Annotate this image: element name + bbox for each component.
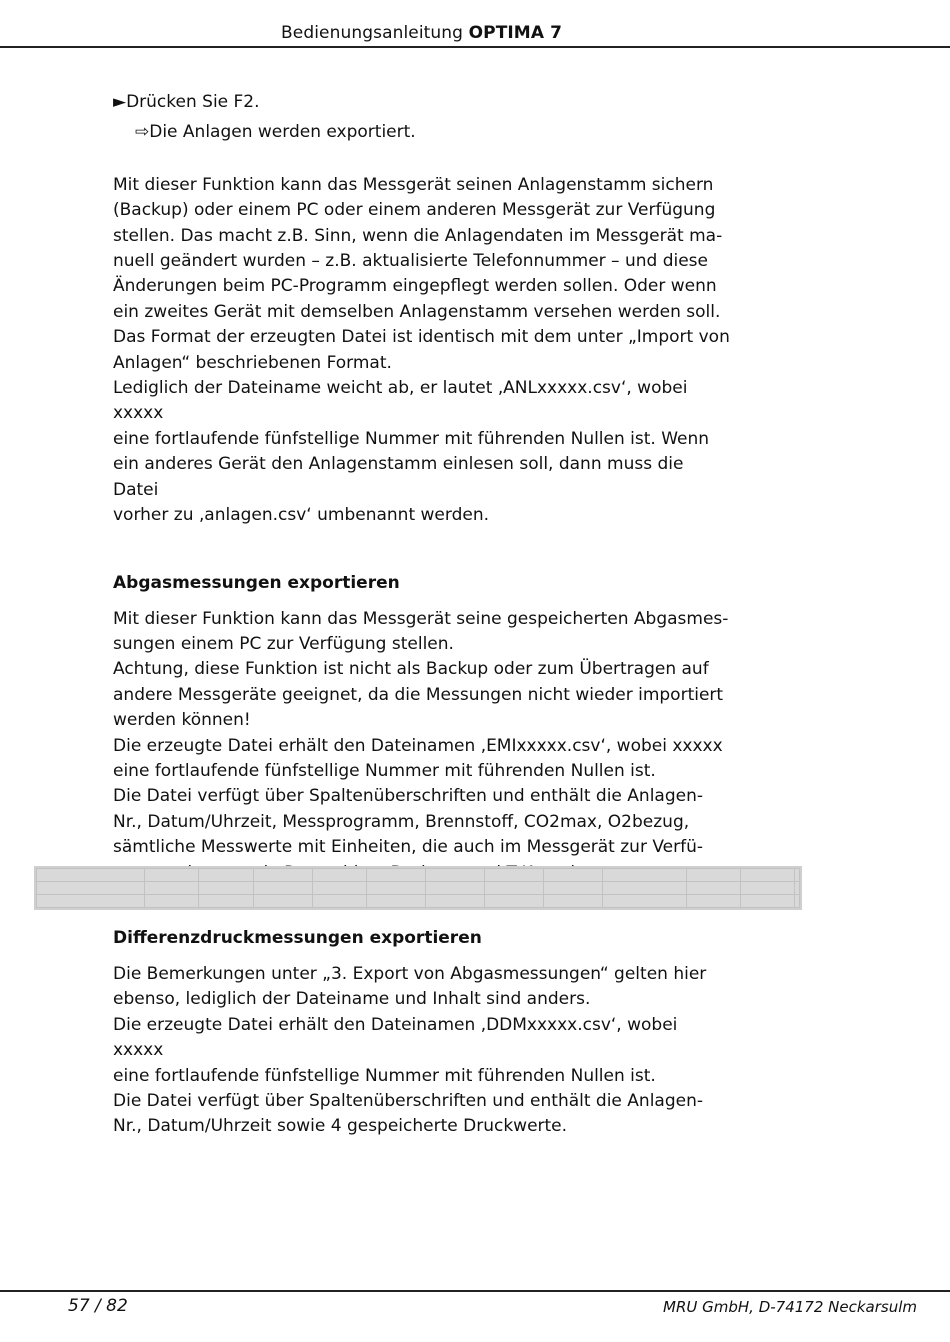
table-cell <box>795 869 800 882</box>
section-differenzdruck <box>113 926 733 1140</box>
intro-paragraph <box>113 173 733 529</box>
table-cell <box>312 895 366 908</box>
intro-line: Lediglich der Dateiname weicht ab, er lautet ‚ANLxxxxx.csv‘, wobei xxxxx <box>113 378 688 424</box>
company-info: MRU GmbH, D-74172 Neckarsulm <box>663 1298 917 1316</box>
abgas-line: Die Datei verfügt über Spaltenüberschriften und enthält die Anlagen- <box>113 786 704 807</box>
table-cell <box>602 869 686 882</box>
table-cell <box>686 895 740 908</box>
table-cell <box>484 869 543 882</box>
abgas-line: sungen einem PC zur Verfügung stellen. <box>113 633 454 654</box>
table-cell <box>425 882 484 895</box>
abgas-line: andere Messgeräte geeignet, da die Messungen nicht wieder importiert <box>113 684 724 705</box>
diff-line: eine fortlaufende fünfstellige Nummer mit führenden Nullen ist. <box>113 1065 656 1086</box>
table-cell <box>602 895 686 908</box>
abgas-line: eine fortlaufende fünfstellige Nummer mit führenden Nullen ist. <box>113 760 656 781</box>
diff-line: Nr., Datum/Uhrzeit sowie 4 gespeicherte Druckwerte. <box>113 1116 568 1137</box>
header-title-normal: Bedienungsanleitung <box>281 23 469 43</box>
table-row <box>37 869 800 882</box>
table-cell <box>543 895 602 908</box>
abgas-line: Die erzeugte Datei erhält den Dateinamen ‚EMIxxxxx.csv‘, wobei xxxxx <box>113 735 723 756</box>
intro-line: vorher zu ‚anlagen.csv‘ umbenannt werden. <box>113 505 489 526</box>
table-cell <box>37 882 145 895</box>
diff-paragraph <box>113 962 733 1140</box>
table-cell <box>795 895 800 908</box>
table-cell <box>253 869 312 882</box>
table-cell <box>366 882 425 895</box>
table-cell <box>253 882 312 895</box>
table-cell <box>199 869 253 882</box>
table-cell <box>425 869 484 882</box>
heading-abgasmessungen: Abgasmessungen exportieren <box>113 572 400 593</box>
table-cell <box>199 895 253 908</box>
table-cell <box>740 895 794 908</box>
intro-line: ein zweites Gerät mit demselben Anlagenstamm versehen werden soll. <box>113 301 721 322</box>
abgas-line: werden können! <box>113 710 251 731</box>
intro-line: nuell geändert wurden – z.B. aktualisierte Telefonnummer – und diese <box>113 251 708 272</box>
intro-line: ein anderes Gerät den Anlagenstamm einlesen soll, dann muss die Datei <box>113 454 684 500</box>
table-cell <box>312 882 366 895</box>
table-cell <box>199 882 253 895</box>
table-cell <box>686 882 740 895</box>
diff-line: Die Bemerkungen unter „3. Export von Abgasmessungen“ gelten hier <box>113 964 707 984</box>
table-cell <box>145 882 199 895</box>
table-cell <box>543 869 602 882</box>
diff-line: Die Datei verfügt über Spaltenüberschriften und enthält die Anlagen- <box>113 1091 704 1112</box>
table-cell <box>795 882 800 895</box>
diff-line: Die erzeugte Datei erhält den Dateinamen ‚DDMxxxxx.csv‘, wobei xxxxx <box>113 1014 678 1061</box>
table-cell <box>740 882 794 895</box>
page-number: 57 / 82 <box>68 1296 128 1316</box>
intro-line: (Backup) oder einem PC oder einem anderen Messgerät zur Verfügung <box>113 200 716 221</box>
table-cell <box>484 895 543 908</box>
table-cell <box>145 869 199 882</box>
table-cell <box>37 895 145 908</box>
table-cell <box>366 869 425 882</box>
abgas-line: Achtung, diese Funktion ist nicht als Backup oder zum Übertragen auf <box>113 659 709 680</box>
abgas-line: Mit dieser Funktion kann das Messgerät seine gespeicherten Abgasmes- <box>113 608 729 629</box>
example-csv-table <box>36 868 800 908</box>
intro-line: stellen. Das macht z.B. Sinn, wenn die Anlagendaten im Messgerät ma- <box>113 225 723 246</box>
table-cell <box>543 882 602 895</box>
intro-line: Mit dieser Funktion kann das Messgerät seinen Anlagenstamm sichern <box>113 174 714 195</box>
table-cell <box>37 869 145 882</box>
intro-line: eine fortlaufende fünfstellige Nummer mit führenden Nullen ist. Wenn <box>113 428 710 449</box>
abgas-line: Nr., Datum/Uhrzeit, Messprogramm, Brennstoff, CO2max, O2bezug, <box>113 811 690 832</box>
example-csv-image <box>34 866 802 910</box>
table-cell <box>425 895 484 908</box>
header-title-product: OPTIMA 7 <box>468 23 563 43</box>
table-cell <box>145 895 199 908</box>
table-row <box>37 895 800 908</box>
abgas-line: sämtliche Messwerte mit Einheiten, die auch im Messgerät zur Verfü- <box>113 837 703 858</box>
step-result: ⇨Die Anlagen werden exportiert. <box>135 122 416 143</box>
diff-line: ebenso, lediglich der Dateiname und Inhalt sind anders. <box>113 989 591 1010</box>
intro-line: Anlagen“ beschriebenen Format. <box>113 352 392 373</box>
intro-line: Das Format der erzeugten Datei ist identisch mit dem unter „Import von <box>113 327 730 348</box>
heading-differenzdruck: Differenzdruckmessungen exportieren <box>113 928 482 948</box>
table-cell <box>312 869 366 882</box>
page-header <box>0 0 950 48</box>
intro-line: Änderungen beim PC-Programm eingepflegt werden sollen. Oder wenn <box>113 276 717 297</box>
step-action: ►Drücken Sie F2. <box>113 92 260 112</box>
table-cell <box>484 882 543 895</box>
table-row <box>37 882 800 895</box>
table-cell <box>602 882 686 895</box>
main-content <box>113 90 733 911</box>
page-footer-rule <box>0 1290 950 1292</box>
table-cell <box>253 895 312 908</box>
header-title <box>281 23 562 43</box>
table-cell <box>366 895 425 908</box>
table-cell <box>686 869 740 882</box>
table-cell <box>740 869 794 882</box>
